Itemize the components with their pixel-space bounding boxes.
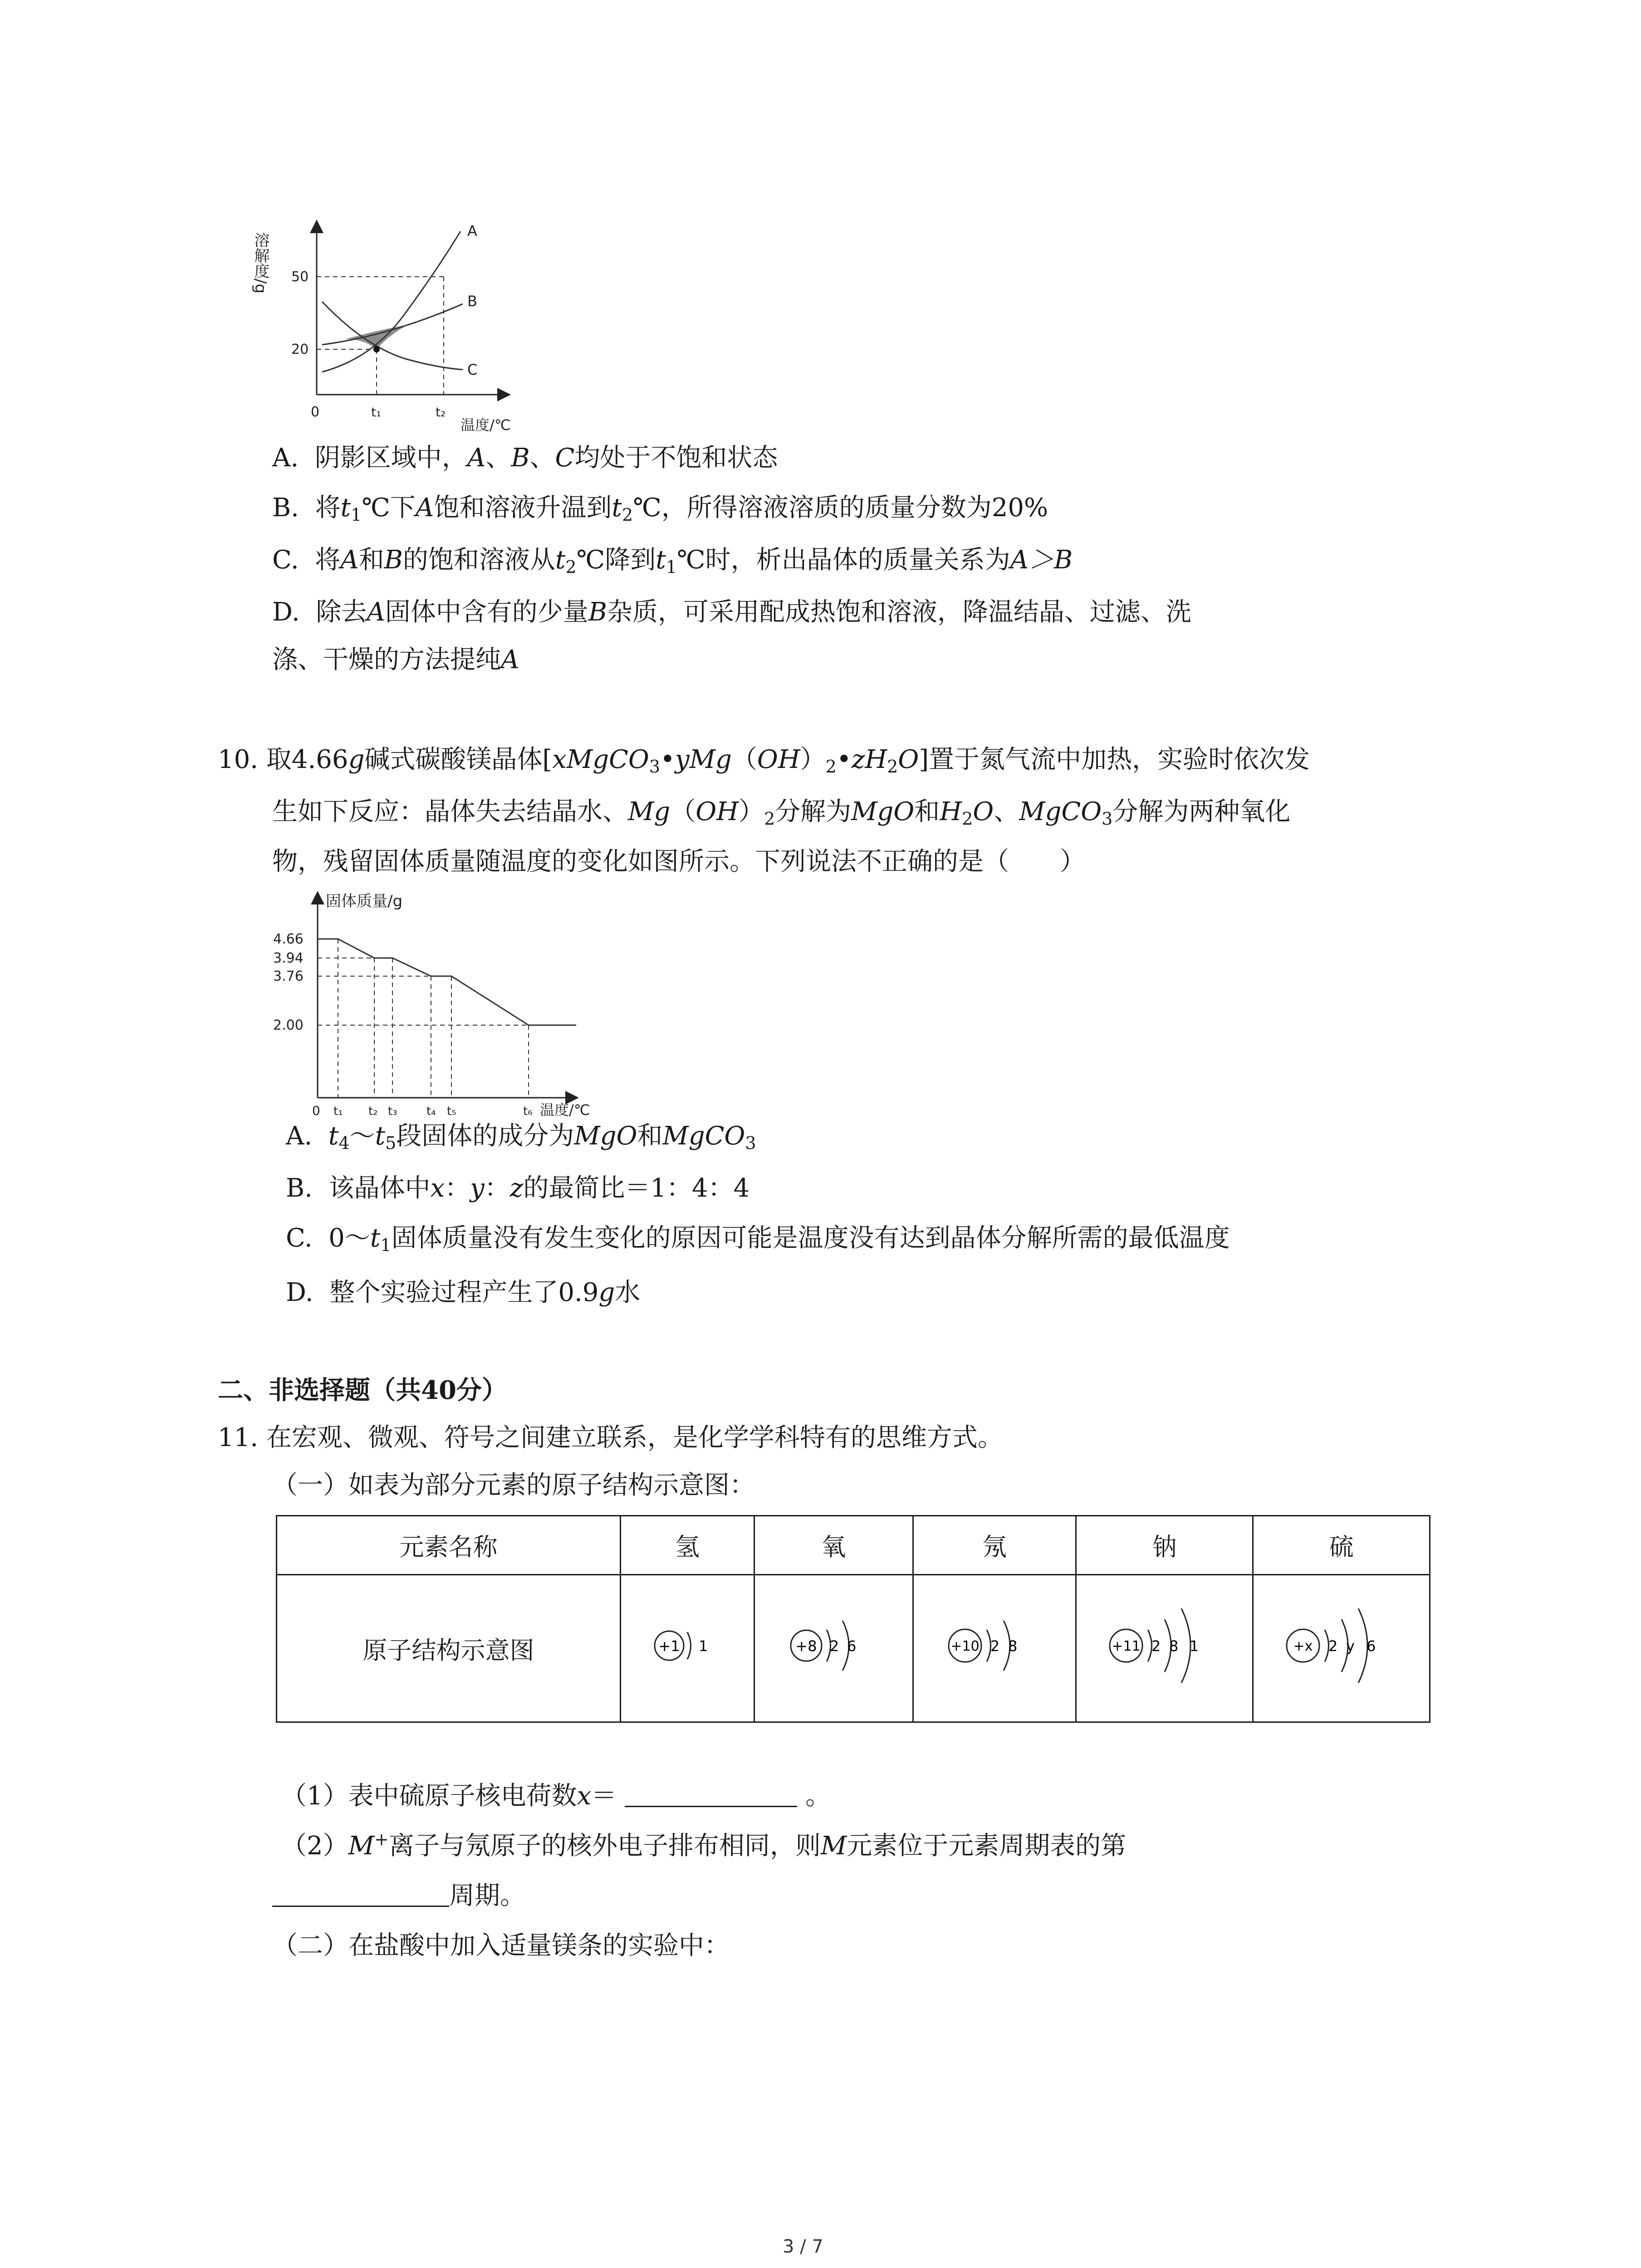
q11-sub2-line2: 周期。 <box>272 1878 525 1914</box>
q11-part1-intro: （一）如表为部分元素的原子结构示意图： <box>272 1471 755 1500</box>
svg-text:1: 1 <box>698 1637 708 1655</box>
curve-label-A: A <box>467 222 477 240</box>
x-tick-t1: t₁ <box>333 1105 343 1118</box>
x-tick-t1: t₁ <box>371 405 382 420</box>
q10-option-c: C. $0\sim t_1$固体质量没有发生变化的原因可能是温度没有达到晶体分解所需的最低温度 <box>286 1223 1230 1255</box>
svg-text:+x: +x <box>1293 1638 1313 1654</box>
x-tick-t2: t₂ <box>436 405 446 420</box>
diagram-na <box>1076 1575 1253 1722</box>
element-name-header: 元素名称 <box>277 1516 621 1575</box>
q11-part2-intro: （二）在盐酸中加入适量镁条的实验中： <box>272 1931 730 1960</box>
diagram-h <box>621 1575 754 1722</box>
q10-stem-line1: 10. 取4.66g碱式碳酸镁晶体$[xMgCO_3•yMg(OH)_2•zH_2O]$置于氮气流中加热，实验时依次发 <box>218 745 1310 777</box>
svg-text:2: 2 <box>1151 1637 1161 1655</box>
section-title: 二、非选择题（共40分） <box>218 1375 507 1405</box>
q9-option-d-line2: 涤、干燥的方法提纯A <box>272 645 519 675</box>
y-axis-label: 溶解度/g <box>251 232 269 294</box>
curve-A <box>322 231 460 372</box>
q10-option-d: D. 整个实验过程产生了0.9g水 <box>286 1278 641 1307</box>
diagram-s <box>1253 1575 1430 1722</box>
svg-text:y: y <box>1346 1637 1355 1655</box>
curve-B <box>322 304 463 345</box>
q10-option-a: A. $t_4\sim t_5$段固体的成分为MgO和MgCO$_3$ <box>286 1121 756 1153</box>
x-tick-t3: t₃ <box>388 1105 397 1118</box>
answer-blank-2[interactable] <box>272 1880 449 1907</box>
element-name-na: 钠 <box>1076 1516 1253 1575</box>
svg-text:2: 2 <box>1328 1637 1337 1655</box>
svg-text:2: 2 <box>830 1637 839 1655</box>
y-tick-4.66: 4.66 <box>273 931 304 947</box>
q11-sub2-line1: （2）M+离子与氖原子的核外电子排布相同，则M元素位于元素周期表的第 <box>281 1829 1127 1861</box>
x-tick-0: 0 <box>312 1103 320 1118</box>
q11-stem: 11. 在宏观、微观、符号之间建立联系，是化学学科特有的思维方式。 <box>218 1423 1003 1452</box>
element-name-h: 氢 <box>621 1516 754 1575</box>
q10-stem-line2: 生如下反应：晶体失去结晶水、$Mg(OH)_2$分解为MgO和$H_2O$、MgCO$_3$分解为两种氧化 <box>272 797 1291 829</box>
svg-text:1: 1 <box>1189 1637 1199 1655</box>
element-name-o: 氧 <box>754 1516 913 1575</box>
svg-text:6: 6 <box>1366 1637 1376 1655</box>
svg-text:8: 8 <box>1008 1637 1018 1655</box>
x-tick-t2: t₂ <box>368 1105 378 1118</box>
svg-text:2: 2 <box>990 1637 1000 1655</box>
y-tick-3.94: 3.94 <box>273 950 304 966</box>
atomic-structure-table <box>276 1515 1430 1723</box>
curve-C <box>322 302 463 370</box>
x-tick-0: 0 <box>311 404 320 420</box>
y-tick-2.00: 2.00 <box>273 1017 304 1033</box>
q9-option-d-line1: D. 除去A固体中含有的少量B杂质，可采用配成热饱和溶液，降温结晶、过滤、洗 <box>272 597 1191 627</box>
svg-text:+1: +1 <box>658 1637 680 1655</box>
y-axis-label: 固体质量/g <box>326 892 403 910</box>
mass-line <box>318 939 576 1025</box>
curve-label-C: C <box>467 361 478 378</box>
q9-option-a: A. 阴影区域中，A、B、C均处于不饱和状态 <box>272 443 778 473</box>
solubility-chart <box>251 213 535 449</box>
q10-stem-line3: 物，残留固体质量随温度的变化如图所示。下列说法不正确的是（ ） <box>272 847 1085 876</box>
page-number: 3 / 7 <box>783 2236 823 2257</box>
diagram-o <box>754 1575 913 1722</box>
q9-option-c: C. 将A和B的饱和溶液从$t_2℃$降到$t_1℃$时，析出晶体的质量关系为A＞B <box>272 545 1073 577</box>
x-axis-label: 温度/℃ <box>460 416 511 434</box>
svg-text:+8: +8 <box>795 1637 817 1655</box>
x-axis-label: 温度/℃ <box>540 1101 590 1119</box>
svg-text:+11: +11 <box>1112 1638 1141 1654</box>
diagram-ne <box>913 1575 1076 1722</box>
y-tick-3.76: 3.76 <box>273 968 304 984</box>
curve-label-B: B <box>467 293 477 310</box>
y-tick-50: 50 <box>291 269 309 285</box>
q10-option-b: B. 该晶体中x：y：z的最简比＝1：4：4 <box>286 1173 750 1203</box>
element-name-ne: 氖 <box>913 1516 1076 1575</box>
svg-text:6: 6 <box>847 1637 857 1655</box>
svg-text:8: 8 <box>1169 1637 1179 1655</box>
element-name-s: 硫 <box>1253 1516 1430 1575</box>
y-tick-20: 20 <box>291 342 309 357</box>
x-tick-t6: t₆ <box>523 1105 533 1118</box>
q9-option-b: B. 将$t_1℃$下A饱和溶液升温到$t_2℃$，所得溶液溶质的质量分数为20% <box>272 493 1048 525</box>
mass-temperature-chart <box>263 885 626 1120</box>
svg-text:+10: +10 <box>950 1638 980 1654</box>
intersection-point <box>373 346 380 352</box>
answer-blank-1[interactable] <box>625 1780 797 1807</box>
x-tick-t5: t₅ <box>447 1105 456 1118</box>
x-tick-t4: t₄ <box>426 1105 436 1118</box>
structure-diagram-header: 原子结构示意图 <box>277 1575 621 1722</box>
q11-sub1: （1）表中硫原子核电荷数x＝ 。 <box>281 1781 831 1811</box>
